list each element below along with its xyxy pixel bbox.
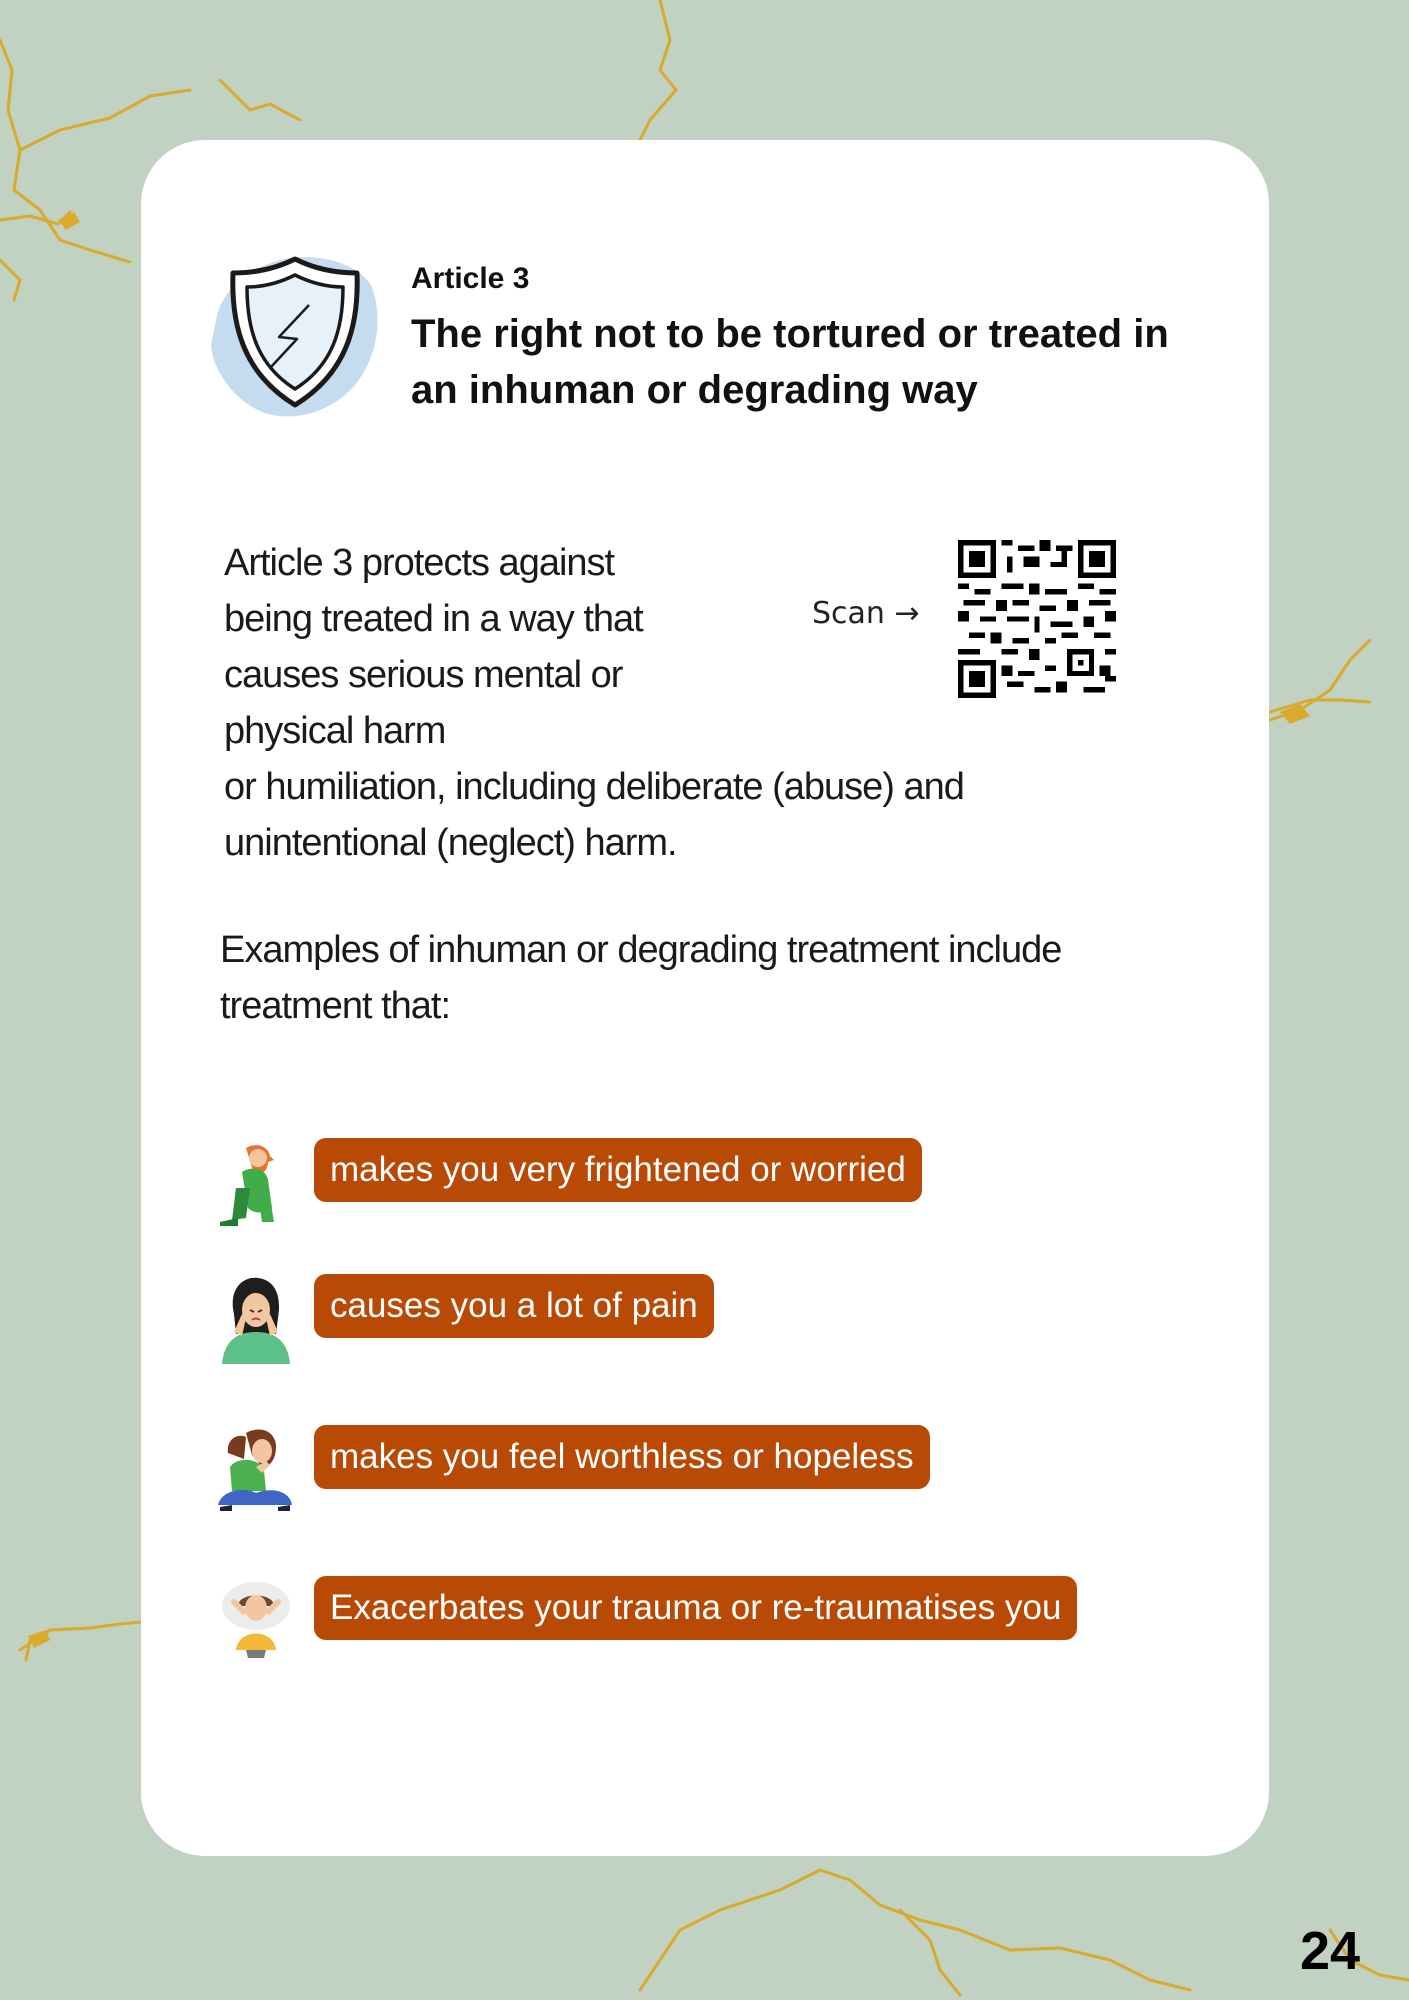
example-pill: makes you feel worthless or hopeless	[314, 1425, 930, 1489]
examples-intro: Examples of inhuman or degrading treatment include treatment that:	[220, 929, 1062, 1027]
example-pill: makes you very frightened or worried	[314, 1138, 922, 1202]
stressed-person-icon	[216, 1576, 296, 1666]
article-number: Article 3	[411, 262, 530, 295]
example-pill: causes you a lot of pain	[314, 1274, 714, 1338]
shield-icon	[205, 245, 385, 425]
qr-code-icon[interactable]	[958, 540, 1116, 698]
description-text-part-2: or humiliation, including deliberate (abuse) and unintentional (neglect) harm.	[224, 766, 964, 864]
article-title: The right not to be tortured or treated in an inhuman or degrading way	[411, 312, 1169, 412]
person-in-pain-icon	[216, 1274, 296, 1364]
example-pill: Exacerbates your trauma or re-traumatises you	[314, 1576, 1077, 1640]
description-text-part-1: Article 3 protects against being treated in a way that causes serious mental or physical harm	[224, 542, 643, 752]
scan-label: Scan →	[812, 596, 920, 631]
hopeless-person-icon	[216, 1425, 296, 1515]
page-number: 24	[1300, 1921, 1361, 1981]
frightened-person-icon	[216, 1138, 296, 1228]
